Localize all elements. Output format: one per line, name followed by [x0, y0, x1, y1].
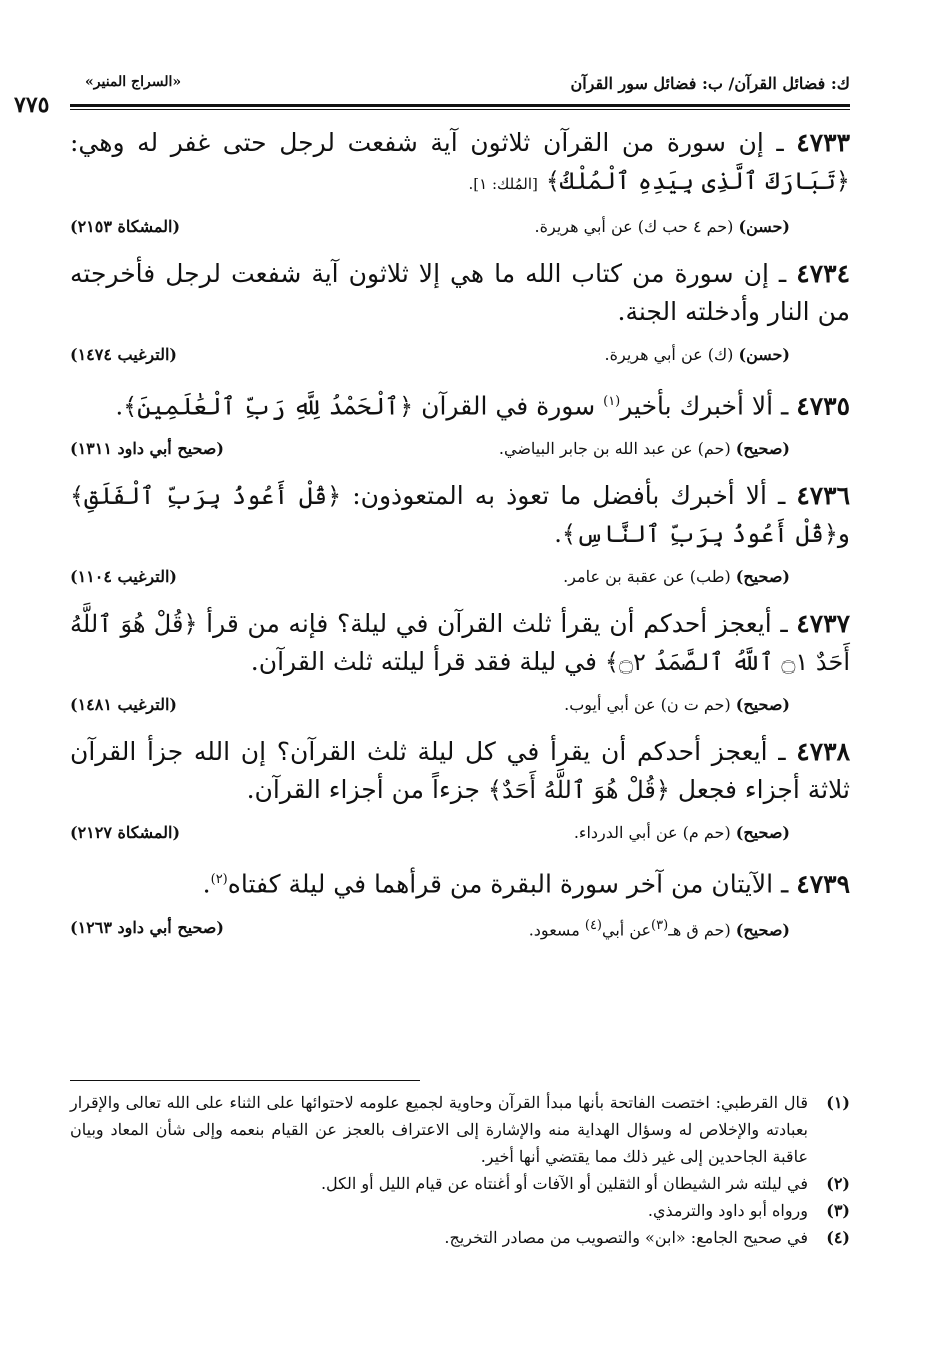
- hadith-text: ٤٧٣٥ ـ ألا أخبرك بأخير$^{(١)}$ سورة في القرآن ﴿ٱلْحَمْدُ لِلَّهِ رَبِّ ٱلْعَٰلَمِينَ﴾.: [115, 391, 850, 421]
- reference: (الترغيب ١٤٨١): [70, 695, 177, 715]
- footnote-text: في صحيح الجامع: «ابن» والتصويب من مصادر التخريج.: [444, 1228, 808, 1247]
- page-body: [14, 60, 851, 942]
- hadith-number: ٤٧٣٥: [796, 391, 850, 421]
- book-title: «السراج المنير»: [85, 74, 182, 90]
- footnote-separator: [70, 1080, 420, 1081]
- verse-reference: [المُلك: ١].: [468, 175, 538, 193]
- hadith-source: (حسن) (حم ٤ حب ك) عن أبي هريرة. (المشكاة ٢١٥٣): [70, 217, 790, 236]
- reference: (الترغيب ١١٠٤): [70, 567, 177, 587]
- running-header: [14, 60, 850, 118]
- hadith-number: ٤٧٣٨: [796, 737, 851, 767]
- hadith-source: (صحيح) (حم) عن عبد الله بن جابر البياضي. (صحيح أبي داود ١٣١١): [70, 439, 790, 459]
- header-rule-thick: [70, 104, 850, 107]
- hadith-source: (صحيح) (حم ت ن) عن أبي أيوب. (الترغيب ١٤٨١): [70, 695, 790, 715]
- footnote-text: في ليلته شر الشيطان أو الثقلين أو الآفات أو أغنتاه عن قيام الليل أو الكل.: [320, 1174, 808, 1193]
- hadith-4737: [70, 605, 850, 719]
- hadith-text: ٤٧٣٧ ـ أيعجز أحدكم أن يقرأ ثلث القرآن في ليلة؟ فإنه من قرأ ﴿قُلْ هُوَ ٱللَّهُ أَحَدٌ ۝١ ٱللَّهُ ٱلصَّمَدُ ۝٢﴾ في ليلة فقد قرأ ليلته ثلث القرآن.: [70, 609, 851, 677]
- footnote-number: (٢): [826, 1174, 850, 1193]
- grade: (حسن): [738, 217, 790, 236]
- reference: (صحيح أبي داود ١٢٦٣): [70, 917, 224, 937]
- footnote-3: [70, 1197, 850, 1224]
- hadith-text: ٤٧٣٩ ـ الآيتان من آخر سورة البقرة من قرأهما في ليلة كفتاه$^{(٢)}$.: [202, 869, 850, 899]
- hadith-source: (صحيح) (حم م) عن أبي الدرداء. (المشكاة ٢١٢٧): [70, 823, 790, 843]
- hadith-4735: [70, 383, 850, 463]
- grade: (صحيح): [735, 439, 790, 459]
- reference: (الترغيب ١٤٧٤): [70, 345, 177, 364]
- footnote-number: (٤): [826, 1228, 850, 1247]
- hadith-number: ٤٧٣٧: [796, 609, 851, 639]
- grade: (صحيح): [735, 695, 790, 715]
- footnote-marker[interactable]: (٢): [210, 872, 228, 888]
- reference: (المشكاة ٢١٢٧): [70, 823, 181, 843]
- footnote-marker[interactable]: (٤): [584, 917, 602, 933]
- footnote-marker[interactable]: (٣): [651, 917, 669, 933]
- hadith-4738: [70, 733, 850, 847]
- hadith-text: ٤٧٣٦ ـ ألا أخبرك بأفضل ما تعوذ به المتعوذون: ﴿قُلْ أَعُوذُ بِرَبِّ ٱلْفَلَقِ﴾ و﴿قُلْ أَعُوذُ بِرَبِّ ٱلنَّاسِ﴾.: [70, 481, 851, 549]
- footnote-2: [70, 1170, 850, 1197]
- quran-verse: ﴿تَبَارَكَ ٱلَّذِى بِيَدِهِ ٱلْمُلْكُ﴾: [545, 167, 850, 195]
- hadith-number: ٤٧٣٩: [796, 869, 850, 899]
- reference: (صحيح أبي داود ١٣١١): [70, 439, 224, 459]
- grade: (صحيح): [735, 919, 790, 939]
- section-title: ك: فضائل القرآن/ ب: فضائل سور القرآن: [570, 74, 850, 93]
- footnote-number: (١): [826, 1093, 850, 1112]
- footnote-marker[interactable]: (١): [603, 394, 621, 409]
- grade: (صحيح): [735, 567, 790, 587]
- page-number: ٧٧٥: [14, 92, 50, 118]
- hadith-number: ٤٧٣٣: [796, 128, 850, 157]
- quran-verse: ﴿ٱلْحَمْدُ لِلَّهِ رَبِّ ٱلْعَٰلَمِينَ﴾.: [115, 392, 414, 421]
- hadith-source: (صحيح) (طب) عن عقبة بن عامر. (الترغيب ١١٠٤): [70, 567, 790, 587]
- hadith-4734: [70, 255, 850, 369]
- grade: (حسن): [738, 345, 790, 364]
- quran-verse: ﴿قُلْ هُوَ ٱللَّهُ أَحَدٌ ۝١ ٱللَّهُ ٱلصَّمَدُ ۝٢﴾: [70, 610, 850, 677]
- hadith-number: ٤٧٣٦: [796, 481, 851, 511]
- hadith-text: ٤٧٣٤ ـ إن سورة من كتاب الله ما هي إلا ثلاثون آية شفعت لرجل فأخرجته من النار وأدخلته الجنة.: [70, 259, 851, 326]
- grade: (صحيح): [735, 823, 790, 843]
- header-rule-thin: [70, 109, 850, 110]
- quran-verse: ﴿قُلْ هُوَ ٱللَّهُ أَحَدٌ﴾: [487, 776, 670, 805]
- quran-verse: ﴿قُلْ أَعُوذُ بِرَبِّ ٱلْفَلَقِ﴾: [70, 482, 342, 511]
- hadith-number: ٤٧٣٤: [796, 259, 851, 288]
- hadith-text: ٤٧٣٨ ـ أيعجز أحدكم أن يقرأ في كل ليلة ثلث القرآن؟ إن الله جزأ القرآن ثلاثة أجزاء فجعل ﴿قُلْ هُوَ ٱللَّهُ أَحَدٌ﴾ جزءاً من أجزاء القرآن.: [70, 737, 851, 805]
- footnote-text: ورواه أبو داود والترمذي.: [647, 1201, 808, 1220]
- hadith-source: (صحيح) (حم ق هـ$^{(٣)}$عن أبي$^{(٤)}$ مسعود. (صحيح أبي داود ١٢٦٣): [70, 917, 790, 939]
- footnote-text: قال القرطبي: اختصت الفاتحة بأنها مبدأ القرآن وحاوية لجميع علومه لاحتوائها على الثناء على الله تعالى والإقرار بعبادته والإخلاص له وسؤال الهداية منه والإشارة إلى الاعتراف بالعجز عن القيام بنعمه وإلى شأن المعاد وبيان عاقبة الجاحدين إلى غير ذلك مما يقتضي أنها أخير.: [70, 1093, 808, 1166]
- hadith-4736: [70, 477, 850, 591]
- footnotes: [70, 1080, 850, 1251]
- footnote-1: [70, 1089, 850, 1170]
- footnote-number: (٣): [826, 1201, 850, 1220]
- footnote-4: [70, 1224, 850, 1251]
- hadith-4739: [70, 861, 850, 941]
- reference: (المشكاة ٢١٥٣): [70, 217, 181, 236]
- hadith-text: ٤٧٣٣ ـ إن سورة من القرآن ثلاثون آية شفعت لرجل حتى غفر له وهي: ﴿تَبَارَكَ ٱلَّذِى بِيَدِهِ ٱلْمُلْكُ﴾ [المُلك: ١].: [70, 128, 850, 195]
- hadith-4733: [70, 124, 850, 241]
- hadith-source: (حسن) (ك) عن أبي هريرة. (الترغيب ١٤٧٤): [70, 345, 790, 364]
- quran-verse-2: ﴿قُلْ أَعُوذُ بِرَبِّ ٱلنَّاسِ﴾.: [554, 520, 838, 549]
